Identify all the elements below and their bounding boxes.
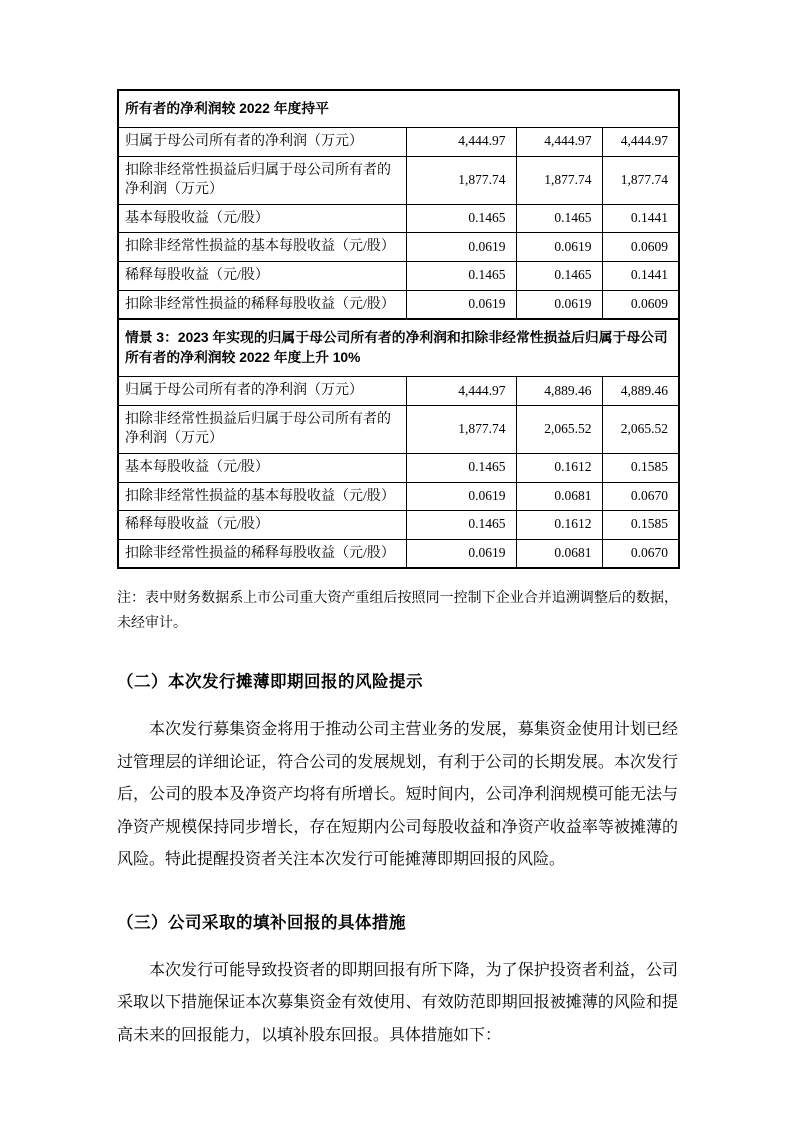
table-row [118, 290, 679, 319]
row-value: 0.0619 [406, 233, 516, 262]
row-value: 0.1612 [516, 453, 602, 482]
row-value: 4,444.97 [406, 128, 516, 157]
row-value: 4,889.46 [602, 377, 679, 406]
row-label: 基本每股收益（元/股） [118, 204, 406, 233]
row-label: 稀释每股收益（元/股） [118, 511, 406, 540]
remedial-measures-paragraph: 本次发行可能导致投资者的即期回报有所下降，为了保护投资者利益，公司采取以下措施保证本次募集资金有效使用、有效防范即期回报被摊薄的风险和提高未来的回报能力，以填补股东回报。具体措施如下： [117, 961, 678, 1044]
row-value: 0.1585 [602, 453, 679, 482]
section-heading-risk-warning: （二）本次发行摊薄即期回报的风险提示 [117, 673, 423, 692]
table-row [118, 128, 679, 157]
row-value: 0.0670 [602, 539, 679, 568]
row-value: 0.0609 [602, 290, 679, 319]
row-label: 扣除非经常性损益的稀释每股收益（元/股） [118, 539, 406, 568]
row-value: 0.1465 [406, 453, 516, 482]
row-value: 0.1465 [406, 511, 516, 540]
table-row-scenario2-header [118, 90, 679, 128]
row-label: 扣除非经常性损益的稀释每股收益（元/股） [118, 290, 406, 319]
table-row-scenario3-header [118, 319, 679, 377]
table-row [118, 511, 679, 540]
table-row [118, 377, 679, 406]
financial-scenario-table [117, 89, 680, 569]
row-value: 0.0619 [406, 290, 516, 319]
document-page [117, 89, 678, 1052]
row-value: 2,065.52 [602, 405, 679, 453]
row-value: 0.0619 [406, 539, 516, 568]
row-value: 1,877.74 [602, 156, 679, 204]
table-row [118, 156, 679, 204]
row-label: 稀释每股收益（元/股） [118, 261, 406, 290]
row-label: 归属于母公司所有者的净利润（万元） [118, 128, 406, 157]
row-value: 4,889.46 [516, 377, 602, 406]
row-value: 0.0619 [516, 290, 602, 319]
table-row [118, 482, 679, 511]
row-value: 0.1465 [516, 261, 602, 290]
table-row [118, 539, 679, 568]
row-value: 1,877.74 [406, 156, 516, 204]
section-heading-remedial-measures: （三）公司采取的填补回报的具体措施 [117, 913, 406, 932]
row-label: 扣除非经常性损益的基本每股收益（元/股） [118, 233, 406, 262]
row-value: 4,444.97 [516, 128, 602, 157]
scenario3-header: 情景 3：2023 年实现的归属于母公司所有者的净利润和扣除非经常性损益后归属于母公司所有者的净利润较 2022 年度上升 10% [118, 319, 679, 377]
row-value: 0.1465 [516, 204, 602, 233]
row-value: 4,444.97 [406, 377, 516, 406]
table-note: 注：表中财务数据系上市公司重大资产重组后按照同一控制下企业合并追溯调整后的数据，未经审计。 [117, 591, 678, 631]
row-value: 0.0619 [516, 233, 602, 262]
row-label: 扣除非经常性损益后归属于母公司所有者的净利润（万元） [118, 405, 406, 453]
table-row [118, 261, 679, 290]
row-value: 1,877.74 [516, 156, 602, 204]
scenario2-header-continuation: 所有者的净利润较 2022 年度持平 [118, 90, 679, 128]
row-value: 0.0670 [602, 482, 679, 511]
row-value: 0.1465 [406, 261, 516, 290]
row-value: 0.0619 [406, 482, 516, 511]
row-value: 0.1441 [602, 261, 679, 290]
row-value: 0.0681 [516, 482, 602, 511]
table-row [118, 405, 679, 453]
row-value: 1,877.74 [406, 405, 516, 453]
row-value: 2,065.52 [516, 405, 602, 453]
table-row [118, 233, 679, 262]
row-value: 0.0681 [516, 539, 602, 568]
table-row [118, 453, 679, 482]
risk-warning-paragraph: 本次发行募集资金将用于推动公司主营业务的发展，募集资金使用计划已经过管理层的详细论证，符合公司的发展规划，有利于公司的长期发展。本次发行后，公司的股本及净资产均将有所增长。短时间内，公司净利润规模可能无法与净资产规模保持同步增长，存在短期内公司每股收益和净资产收益率等被摊薄的风险。特此提醒投资者关注本次发行可能摊薄即期回报的风险。 [117, 721, 678, 869]
row-value: 0.0609 [602, 233, 679, 262]
row-value: 0.1441 [602, 204, 679, 233]
row-label: 扣除非经常性损益的基本每股收益（元/股） [118, 482, 406, 511]
row-value: 0.1612 [516, 511, 602, 540]
row-value: 0.1585 [602, 511, 679, 540]
row-value: 4,444.97 [602, 128, 679, 157]
row-label: 归属于母公司所有者的净利润（万元） [118, 377, 406, 406]
table-row [118, 204, 679, 233]
row-label: 基本每股收益（元/股） [118, 453, 406, 482]
row-label: 扣除非经常性损益后归属于母公司所有者的净利润（万元） [118, 156, 406, 204]
row-value: 0.1465 [406, 204, 516, 233]
